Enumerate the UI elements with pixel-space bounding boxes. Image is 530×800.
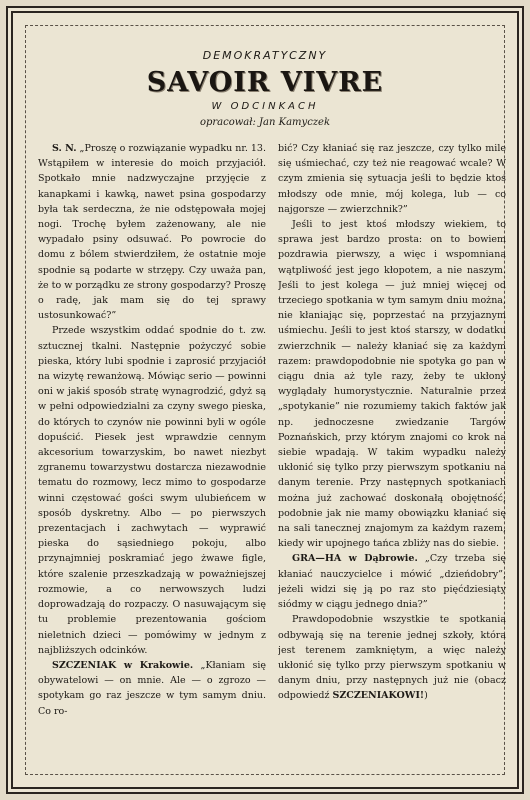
- answer-paragraph: Przede wszystkim oddać spodnie do t. zw. sztucznej tkalni. Następnie pożyczyć sobie pieska, który lubi spodnie i zaprosić przyjaciół na wizytę rewanżową. Mówiąc serio — powinni oni w jakiś sposób stratę wynagrodzić, gdyż są w pełni odpowiedzialni za czyny swego pieska, do których to czynów nie powinni byli w ogóle dopuścić. Piesek jest wprawdzie cennym akcesorium towarzyskim, bo nawet niezbyt zgranemu towarzystwu dostarcza niezawodnie tematu do rozmowy, lecz mimo to gospodarze winni częstować gości swym ulubieńcem w sposób dyskretny. Albo — po pierwszych prezentacjach i zachwytach — wyprawić pieska do sąsiedniego pokoju, albo przynajmniej poskramiać jego żwawe figle, które szalenie przeszkadzają w poważniejszej rozmowie, a co nerwowszych ludzi doprowadzają do rozpaczy. O nasuwającym się tu problemie prezentowania gościom nieletnich dzieci — pomówimy w jednym z najbliższych odcinków.: [38, 325, 266, 656]
- answer-text: Prawdopodobnie wszystkie te spotkania odbywają się na terenie jednej szkoły, która jest terenem zamkniętym, a więc należy ukłonić się tylko przy pierwszym spotkaniu w danym dniu, przy następnych już nie (obacz odpowiedź: [278, 614, 506, 702]
- letter-text: „Kłaniam się obywatelowi — on mnie. Ale — o zgrozo — spotykam go raz jeszcze w tym samym dniu. Co ro-: [38, 659, 266, 717]
- header-subtitle: W ODCINKACH: [211, 101, 319, 112]
- letter-paragraph: [278, 551, 506, 612]
- letter-author: SZCZENIAK w Krakowie.: [52, 659, 194, 671]
- article-body: [38, 141, 506, 781]
- answer-paragraph: [278, 612, 506, 703]
- letter-text: „Czy trzeba się kłaniać nauczycielce i mówić „dzieńdobry”, jeżeli widzi się ją po raz sto pięćdziesiąty siódmy w ciągu jednego dnia?”: [278, 553, 506, 611]
- letter-author: GRA—HA w Dąbrowie.: [292, 553, 418, 565]
- column-header: [13, 27, 517, 127]
- column-right: [278, 141, 506, 781]
- letter-author: S. N.: [52, 143, 77, 154]
- column-left: [38, 141, 266, 781]
- header-kicker: DEMOKRATYCZNY: [202, 49, 328, 62]
- answer-paragraph: Jeśli to jest ktoś młodszy wiekiem, to sprawa jest bardzo prosta: on to bowiem pozdrawia pierwszy, a więc i wspomniana wątpliwość jest jego kłopotem, a nie naszym. Jeśli to jest kolega — już mniej więcej od trzeciego spotkania w tym samym dniu można, nie kłaniając się, poprzestać na przyjaznym uśmiechu. Jeśli to jest ktoś starszy, w dodatku zwierzchnik — należy kłaniać się za każdym razem: prawdopodobnie nie spotyka go pan w ciągu dnia aż tyle razy, żeby te ukłony wyglądały humorystycznie. Naturalnie przez „spotykanie” nie rozumiemy takich faktów jak np. jednoczesne zwiedzanie Targów Poznańskich, przy którym znajomi co krok na siebie wpadają. W takim wypadku należy ukłonić się tylko przy pierwszym spotkaniu na danym terenie. Przy następnych spotkaniach można już zachować doskonałą obojętność, podobnie jak nie mamy obowiązku kłaniać się na sali tanecznej znajomym za każdym razem, kiedy wir upojnego tańca zbliży nas do siebie.: [278, 219, 506, 550]
- header-byline: opracował: Jan Kamyczek: [199, 117, 331, 128]
- letter-paragraph: [38, 658, 266, 719]
- letter-text: „Proszę o rozwiązanie wypadku nr. 13. Wstąpiłem w interesie do moich przyjaciół. Spotkało mnie nadzwyczajne przyjęcie z kanapkami i kawką, nawet psina gospodarzy była tak serdeczna, że nie odstępowała mojej nogi. Trochę byłem zażenowany, ale nie wypadało psiny odsuwać. Po powrocie do domu z bólem stwierdziłem, że ostatnie moje spodnie są podarte w strzępy. Czy uważa pan, że to w porządku ze strony gospodarzy? Proszę o radę, jak mam się do tej sprawy ustosunkować?”: [38, 143, 266, 322]
- letter-paragraph: [38, 141, 266, 323]
- page-frame: [6, 6, 524, 794]
- header-title: SAVOIR VIVRE: [146, 67, 384, 98]
- answer-end: ): [424, 690, 428, 702]
- letter-continuation: bić? Czy kłaniać się raz jeszcze, czy tylko mile się uśmiechać, czy też nie reagować wcale? W czym zmienia się sytuacja jeśli to będzie ktoś młodszy ode mnie, mój kolega, lub — co najgorsze — zwierzchnik?”: [278, 143, 506, 215]
- answer-reference: SZCZENIAKOWI!: [332, 690, 425, 702]
